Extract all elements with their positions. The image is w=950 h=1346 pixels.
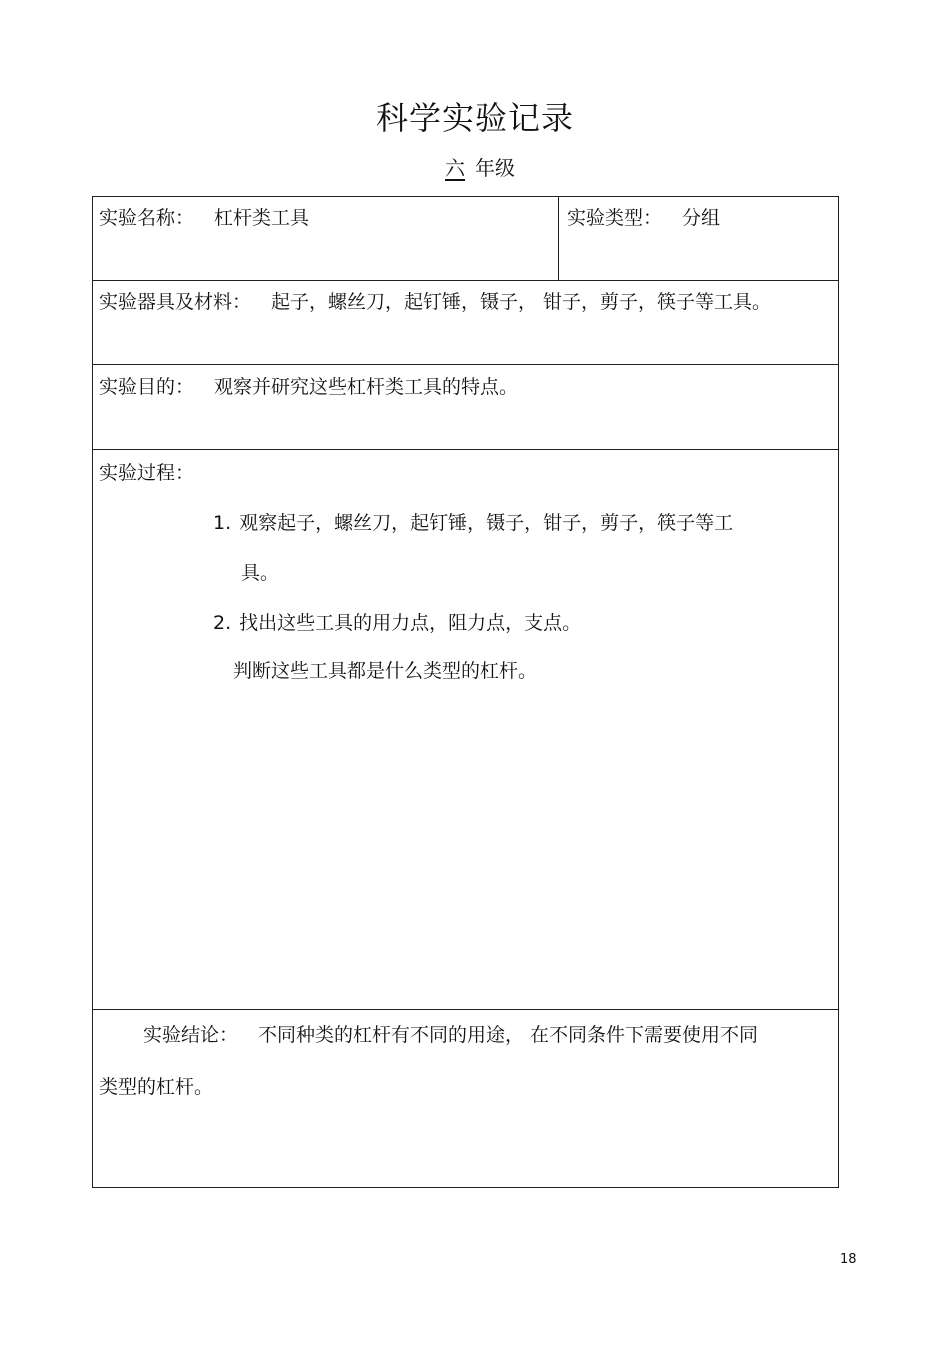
grade-line — [0, 154, 950, 182]
experiment-type-label: 实验类型： — [567, 207, 663, 229]
table-divider-1 — [93, 280, 838, 281]
table-divider-2 — [93, 364, 838, 365]
conclusion-label: 实验结论： — [143, 1024, 239, 1046]
process-step-2 — [213, 610, 581, 636]
document-title: 科学实验记录 — [375, 99, 574, 137]
process-step-1 — [213, 510, 733, 536]
process-extra-note: 判断这些工具都是什么类型的杠杆。 — [233, 660, 538, 682]
materials-cell — [99, 289, 771, 315]
experiment-name-label: 实验名称： — [99, 207, 195, 229]
process-step-2-number: 2. — [213, 612, 232, 634]
materials-label: 实验器具及材料： — [99, 291, 252, 313]
experiment-type-cell — [567, 205, 720, 231]
conclusion-line-2: 类型的杠杆。 — [99, 1076, 214, 1098]
process-step-2-text: 找出这些工具的用力点，阻力点，支点。 — [239, 612, 582, 634]
experiment-record-table — [92, 196, 839, 1188]
conclusion-line-1 — [143, 1022, 758, 1048]
page-number: 18 — [840, 1252, 857, 1267]
process-step-1-number: 1. — [213, 512, 232, 534]
process-step-1-continued: 具。 — [241, 562, 280, 584]
experiment-name-value: 杠杆类工具 — [214, 207, 310, 229]
grade-suffix: 年级 — [475, 156, 515, 180]
grade-value: 六 — [445, 156, 465, 180]
table-divider-3 — [93, 449, 838, 450]
process-label: 实验过程： — [99, 462, 195, 484]
experiment-name-cell — [99, 205, 309, 231]
conclusion-text-1: 不同种类的杠杆有不同的用途， 在不同条件下需要使用不同 — [258, 1024, 759, 1046]
table-divider-vertical — [558, 197, 559, 280]
purpose-label: 实验目的： — [99, 376, 195, 398]
experiment-type-value: 分组 — [682, 207, 721, 229]
table-divider-4 — [93, 1009, 838, 1010]
purpose-value: 观察并研究这些杠杆类工具的特点。 — [214, 376, 519, 398]
process-step-1-text: 观察起子，螺丝刀，起钉锤，镊子，钳子，剪子，筷子等工 — [239, 512, 734, 534]
purpose-cell — [99, 374, 518, 400]
materials-value: 起子，螺丝刀，起钉锤，镊子， 钳子，剪子，筷子等工具。 — [271, 291, 772, 313]
